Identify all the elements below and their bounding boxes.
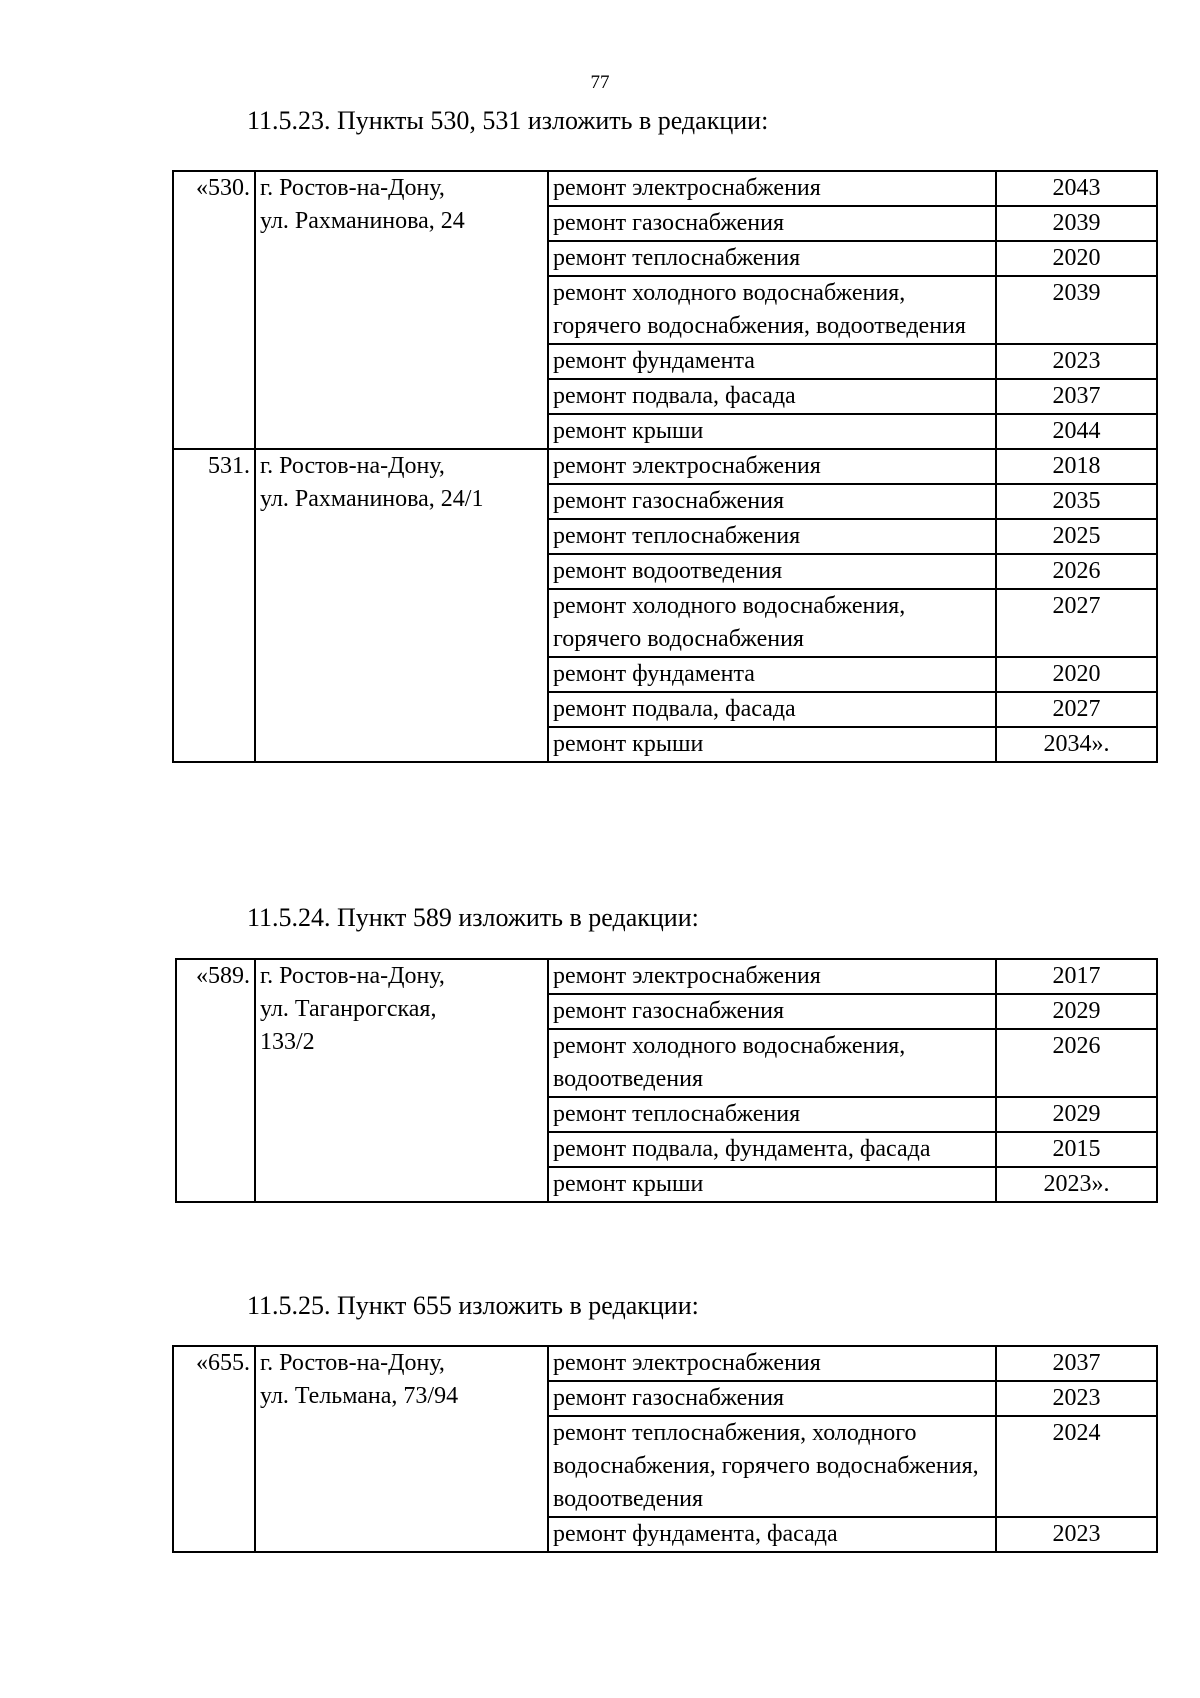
work-type: ремонт водоотведения [548,554,996,589]
work-type: ремонт теплоснабжения [548,241,996,276]
work-year: 2039 [996,276,1157,344]
table-row [173,171,1157,206]
work-year: 2026 [996,1029,1157,1097]
work-year: 2024 [996,1416,1157,1517]
work-year: 2034». [996,727,1157,762]
item-number: «589. [176,959,255,1202]
item-number: «530. [173,171,255,449]
work-type: ремонт электроснабжения [548,449,996,484]
work-year: 2015 [996,1132,1157,1167]
work-type: ремонт крыши [548,1167,996,1202]
address-line: ул. Рахманинова, 24 [260,208,465,234]
work-type: ремонт газоснабжения [548,484,996,519]
repair-table-589 [175,958,1158,1203]
work-year: 2023 [996,1381,1157,1416]
work-year: 2043 [996,171,1157,206]
work-year: 2023 [996,1517,1157,1552]
work-type: ремонт электроснабжения [548,171,996,206]
work-type: ремонт подвала, фасада [548,692,996,727]
work-year: 2017 [996,959,1157,994]
work-type: ремонт газоснабжения [548,1381,996,1416]
work-year: 2027 [996,589,1157,657]
work-year: 2029 [996,994,1157,1029]
work-year: 2035 [996,484,1157,519]
work-year: 2020 [996,657,1157,692]
work-type: ремонт теплоснабжения, холодного водоснабжения, горячего водоснабжения, водоотведения [548,1416,996,1517]
section-heading-11-5-24: 11.5.24. Пункт 589 изложить в редакции: [247,903,699,932]
address-line: г. Ростов-на-Дону, [260,175,445,201]
work-type: ремонт теплоснабжения [548,1097,996,1132]
work-year: 2020 [996,241,1157,276]
work-year: 2018 [996,449,1157,484]
work-year: 2037 [996,379,1157,414]
work-type: ремонт фундамента, фасада [548,1517,996,1552]
section-heading-11-5-23: 11.5.23. Пункты 530, 531 изложить в редакции: [247,106,769,135]
work-type: ремонт подвала, фундамента, фасада [548,1132,996,1167]
work-year: 2023 [996,344,1157,379]
work-year: 2023». [996,1167,1157,1202]
work-type: ремонт фундамента [548,657,996,692]
work-year: 2037 [996,1346,1157,1381]
address-line: г. Ростов-на-Дону, [260,963,445,989]
address-line: ул. Тельмана, 73/94 [260,1383,459,1409]
address-cell [255,1346,548,1552]
repair-table-530-531 [172,170,1158,763]
item-number: 531. [173,449,255,762]
address-line: г. Ростов-на-Дону, [260,1350,445,1376]
work-year: 2029 [996,1097,1157,1132]
work-type: ремонт фундамента [548,344,996,379]
work-year: 2039 [996,206,1157,241]
address-line: ул. Таганрогская, [260,996,437,1022]
work-type: ремонт электроснабжения [548,959,996,994]
table-row [173,449,1157,484]
work-year: 2026 [996,554,1157,589]
work-type: ремонт холодного водоснабжения, горячего водоснабжения [548,589,996,657]
table-row [176,959,1157,994]
work-year: 2025 [996,519,1157,554]
address-cell [255,171,548,449]
repair-table-655 [172,1345,1158,1553]
work-type: ремонт холодного водоснабжения, горячего водоснабжения, водоотведения [548,276,996,344]
work-year: 2027 [996,692,1157,727]
work-type: ремонт электроснабжения [548,1346,996,1381]
address-line: г. Ростов-на-Дону, [260,453,445,479]
work-type: ремонт крыши [548,414,996,449]
work-type: ремонт крыши [548,727,996,762]
section-heading-11-5-25: 11.5.25. Пункт 655 изложить в редакции: [247,1291,699,1320]
work-type: ремонт теплоснабжения [548,519,996,554]
work-year: 2044 [996,414,1157,449]
address-cell [255,959,548,1202]
address-cell [255,449,548,762]
address-line: 133/2 [260,1029,315,1055]
table-row [173,1346,1157,1381]
page-number: 77 [590,72,610,93]
work-type: ремонт подвала, фасада [548,379,996,414]
address-line: ул. Рахманинова, 24/1 [260,486,484,512]
work-type: ремонт газоснабжения [548,994,996,1029]
work-type: ремонт газоснабжения [548,206,996,241]
item-number: «655. [173,1346,255,1552]
work-type: ремонт холодного водоснабжения, водоотведения [548,1029,996,1097]
